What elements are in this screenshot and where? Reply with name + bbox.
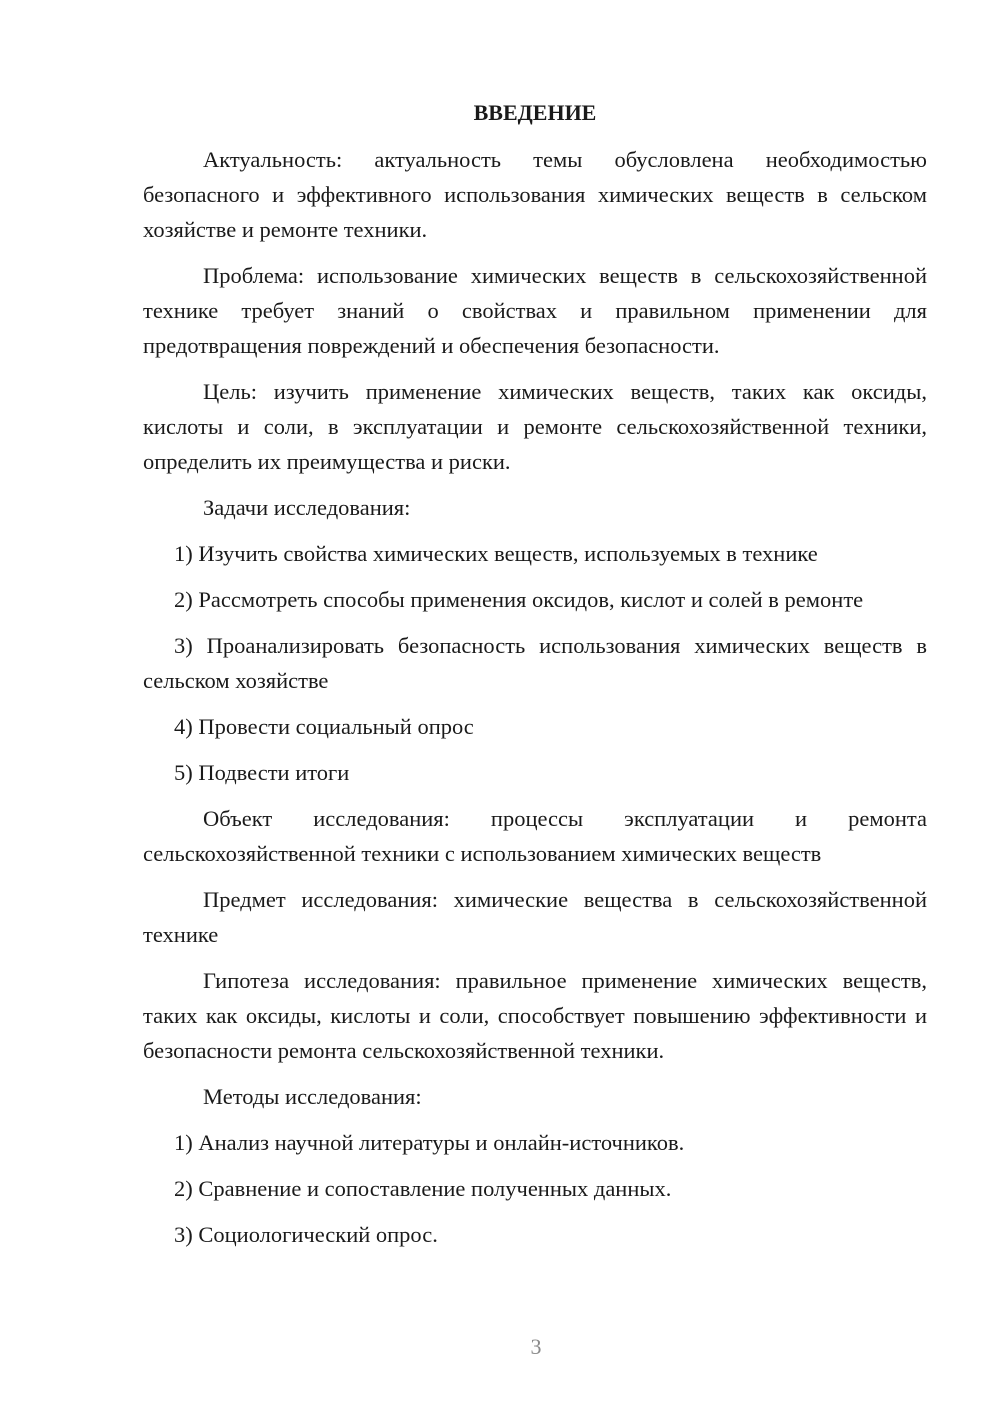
paragraph-relevance: Актуальность: актуальность темы обусловлена необходимостью безопасного и эффективного использования химических веществ в сельском хозяйстве и ремонте техники. [143, 147, 927, 242]
task-item: 4) Провести социальный опрос [174, 714, 474, 739]
task-item: 1) Изучить свойства химических веществ, используемых в технике [174, 541, 818, 566]
page-content [143, 95, 927, 1263]
paragraph-hypothesis: Гипотеза исследования: правильное применение химических веществ, таких как оксиды, кислоты и соли, способствует повышению эффективности и безопасности ремонта сельскохозяйственной техники. [143, 968, 927, 1063]
paragraph-methods-heading: Методы исследования: [203, 1084, 422, 1109]
method-item: 1) Анализ научной литературы и онлайн-источников. [174, 1130, 685, 1155]
task-item: 5) Подвести итоги [174, 760, 350, 785]
paragraph-goal: Цель: изучить применение химических веществ, таких как оксиды, кислоты и соли, в эксплуатации и ремонте сельскохозяйственной техники, определить их преимущества и риски. [143, 379, 927, 474]
method-item: 3) Социологический опрос. [174, 1222, 438, 1247]
paragraph-object: Объект исследования: процессы эксплуатации и ремонта сельскохозяйственной техники с использованием химических веществ [143, 806, 927, 866]
page-number: 3 [530, 1334, 542, 1359]
method-item: 2) Сравнение и сопоставление полученных данных. [174, 1176, 672, 1201]
paragraph-tasks-heading: Задачи исследования: [203, 495, 411, 520]
section-title: ВВЕДЕНИЕ [473, 100, 597, 125]
task-item: 2) Рассмотреть способы применения оксидов, кислот и солей в ремонте [174, 587, 864, 612]
task-item: 3) Проанализировать безопасность использования химических веществ в сельском хозяйстве [143, 633, 927, 693]
paragraph-problem: Проблема: использование химических веществ в сельскохозяйственной технике требует знаний о свойствах и правильном применении для предотвращения повреждений и обеспечения безопасности. [143, 263, 927, 358]
paragraph-subject: Предмет исследования: химические вещества в сельскохозяйственной технике [143, 887, 927, 947]
